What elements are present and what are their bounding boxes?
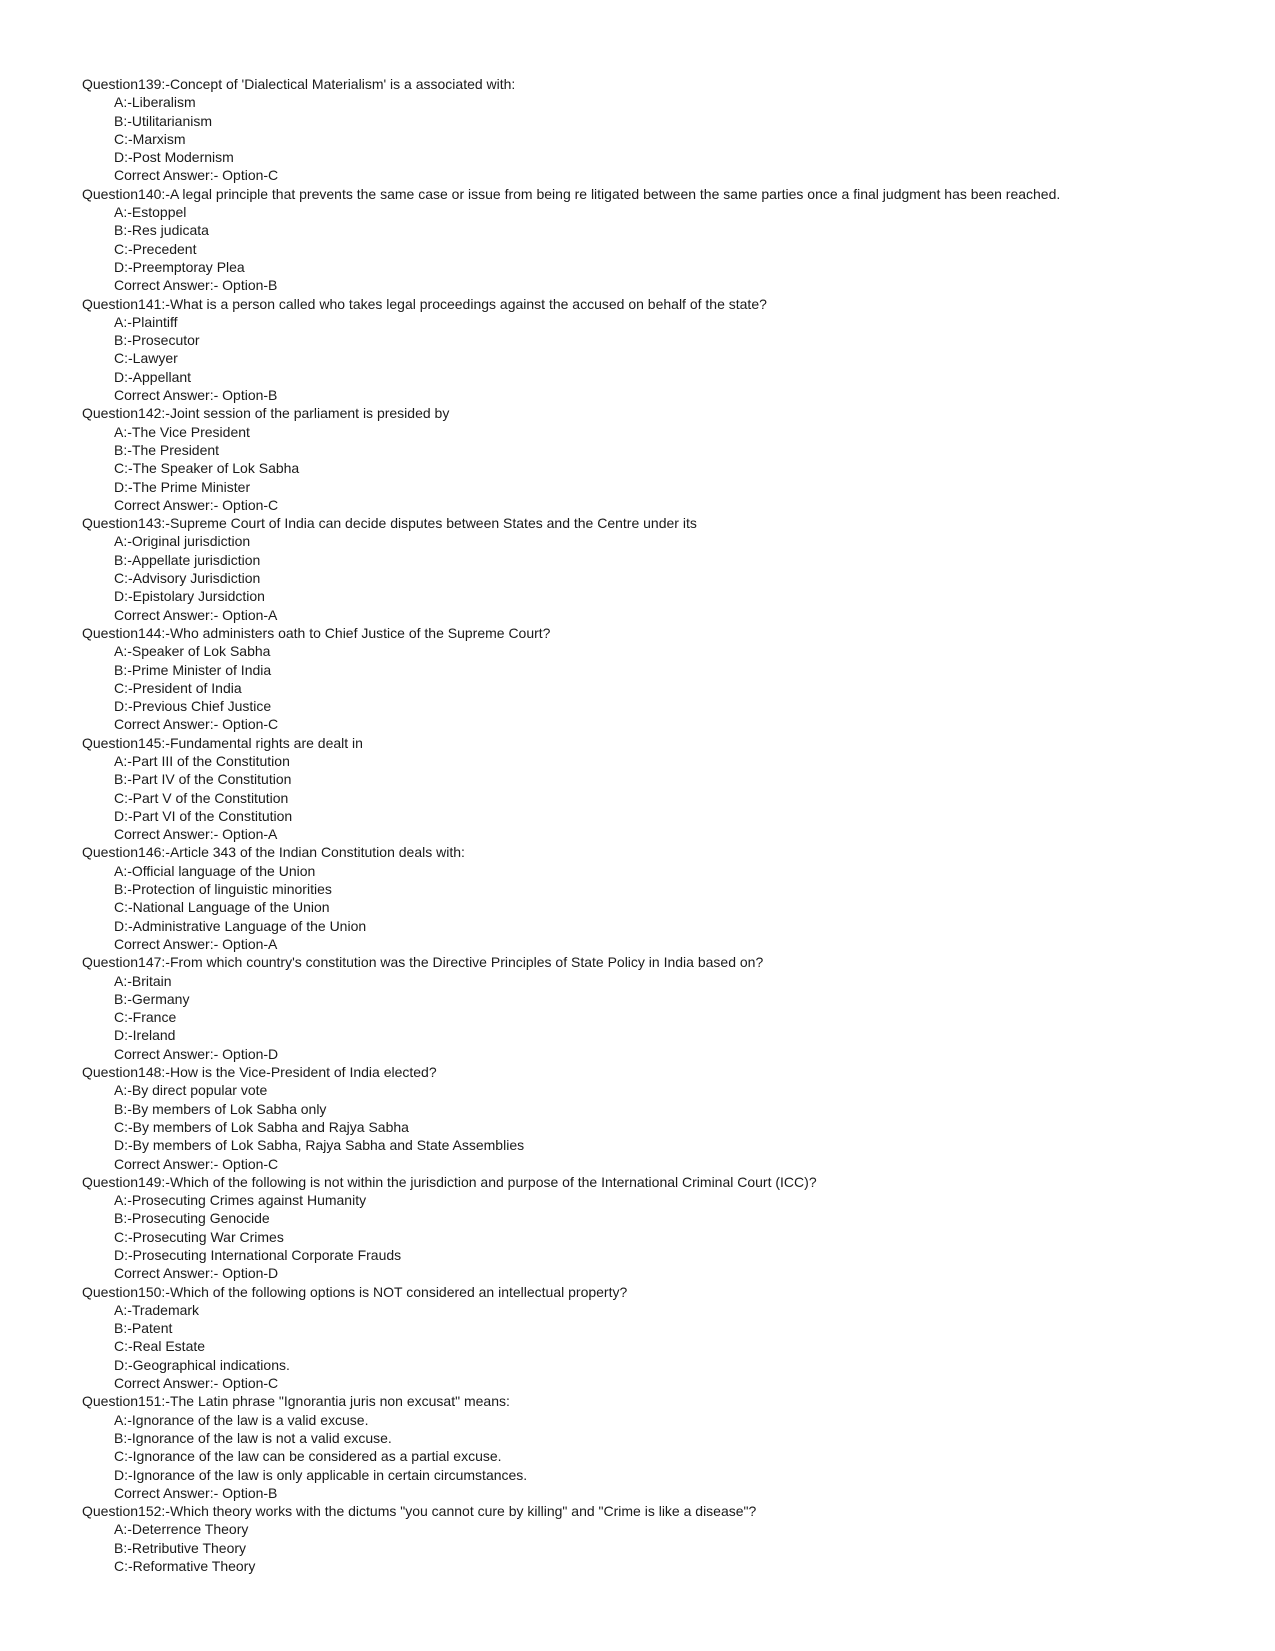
correct-answer: Correct Answer:- Option-C [114, 1155, 279, 1172]
correct-answer: Correct Answer:- Option-B [114, 387, 278, 404]
answer-option: A:-The Vice President [114, 423, 250, 440]
question-number: Question145:- [82, 734, 170, 751]
question-text: A legal principle that prevents the same case or issue from being re litigated between the same parties once a final judgment has been reached. [169, 185, 1061, 202]
answer-option: C:-Part V of the Constitution [114, 789, 289, 806]
question-number: Question139:- [82, 76, 170, 92]
question-line [82, 734, 1262, 752]
answer-option: A:-Estoppel [114, 204, 187, 221]
question-block [82, 953, 1262, 1063]
answer-option: A:-Prosecuting Crimes against Humanity [114, 1192, 367, 1209]
answer-option: C:-By members of Lok Sabha and Rajya Sabha [114, 1118, 409, 1135]
question-number: Question140:- [82, 185, 170, 202]
answer-option: D:-Part VI of the Constitution [114, 807, 293, 824]
question-block [82, 624, 1262, 734]
question-number: Question149:- [82, 1173, 170, 1190]
question-block [82, 404, 1262, 514]
question-number: Question150:- [82, 1283, 170, 1300]
answer-option: A:-Plaintiff [114, 313, 178, 330]
question-text: Which of the following is not within the jurisdiction and purpose of the International Criminal Court (ICC)? [169, 1173, 817, 1190]
answer-option: A:-Trademark [114, 1301, 200, 1318]
question-line [82, 1502, 1262, 1520]
document-page [82, 75, 1262, 1575]
answer-option: B:-Patent [114, 1320, 173, 1337]
question-text: Who administers oath to Chief Justice of the Supreme Court? [169, 624, 551, 641]
answer-option: D:-The Prime Minister [114, 478, 251, 495]
answer-option: B:-Germany [114, 990, 190, 1007]
correct-answer: Correct Answer:- Option-D [114, 1045, 279, 1062]
answer-option: D:-Preemptoray Plea [114, 258, 245, 275]
question-number: Question146:- [82, 844, 170, 861]
answer-option: C:-Ignorance of the law can be considered as a partial excuse. [114, 1448, 502, 1465]
answer-option: A:-Ignorance of the law is a valid excuse. [114, 1411, 369, 1428]
answer-option: A:-Original jurisdiction [114, 533, 251, 550]
answer-option: A:-Britain [114, 972, 172, 989]
answer-option: C:-National Language of the Union [114, 899, 330, 916]
question-number: Question151:- [82, 1393, 170, 1410]
correct-answer: Correct Answer:- Option-C [114, 716, 279, 733]
question-line [82, 295, 1262, 313]
question-line [82, 185, 1262, 203]
question-block [82, 514, 1262, 624]
question-line [82, 404, 1262, 422]
question-text: Article 343 of the Indian Constitution deals with: [169, 844, 465, 861]
answer-option: B:-Prosecuting Genocide [114, 1210, 270, 1227]
answer-option: B:-Ignorance of the law is not a valid excuse. [114, 1429, 392, 1446]
answer-option: B:-Prosecutor [114, 332, 200, 349]
answer-option: A:-Liberalism [114, 94, 196, 111]
answer-option: A:-By direct popular vote [114, 1082, 268, 1099]
question-line [82, 1063, 1262, 1081]
question-line [82, 1283, 1262, 1301]
answer-option: B:-Part IV of the Constitution [114, 771, 292, 788]
correct-answer: Correct Answer:- Option-A [114, 826, 278, 843]
answer-option: B:-Appellate jurisdiction [114, 551, 261, 568]
answer-option: D:-Previous Chief Justice [114, 698, 272, 715]
question-line [82, 75, 1262, 93]
answer-option: C:-President of India [114, 679, 242, 696]
answer-option: D:-Ignorance of the law is only applicable in certain circumstances. [114, 1466, 528, 1483]
question-text: Which theory works with the dictums "you cannot cure by killing" and "Crime is like a disease"? [169, 1503, 757, 1520]
answer-option: D:-Geographical indications. [114, 1356, 290, 1373]
correct-answer: Correct Answer:- Option-A [114, 935, 278, 952]
question-line [82, 953, 1262, 971]
question-block [82, 734, 1262, 844]
question-text: Joint session of the parliament is presided by [169, 405, 450, 422]
question-number: Question152:- [82, 1503, 170, 1520]
question-text: What is a person called who takes legal proceedings against the accused on behalf of the state? [169, 295, 767, 312]
question-line [82, 1173, 1262, 1191]
correct-answer: Correct Answer:- Option-B [114, 277, 278, 294]
answer-option: D:-Post Modernism [114, 149, 234, 166]
question-text: Fundamental rights are dealt in [169, 734, 363, 751]
question-block [82, 1502, 1262, 1575]
question-line [82, 514, 1262, 532]
answer-option: B:-Prime Minister of India [114, 661, 272, 678]
correct-answer: Correct Answer:- Option-C [114, 496, 279, 513]
correct-answer: Correct Answer:- Option-C [114, 167, 279, 184]
answer-option: B:-Res judicata [114, 222, 209, 239]
question-number: Question148:- [82, 1064, 170, 1081]
answer-option: B:-Retributive Theory [114, 1539, 247, 1556]
question-number: Question144:- [82, 624, 170, 641]
correct-answer: Correct Answer:- Option-B [114, 1484, 278, 1501]
answer-option: C:-Marxism [114, 130, 186, 147]
correct-answer: Correct Answer:- Option-C [114, 1375, 279, 1392]
question-text: Which of the following options is NOT considered an intellectual property? [169, 1283, 628, 1300]
answer-option: D:-Administrative Language of the Union [114, 917, 367, 934]
question-block [82, 1063, 1262, 1173]
answer-option: C:-Precedent [114, 240, 197, 257]
question-number: Question143:- [82, 515, 170, 532]
correct-answer: Correct Answer:- Option-D [114, 1265, 279, 1282]
answer-option: D:-Ireland [114, 1027, 176, 1044]
correct-answer: Correct Answer:- Option-A [114, 606, 278, 623]
answer-option: A:-Part III of the Constitution [114, 752, 290, 769]
question-block [82, 1173, 1262, 1283]
answer-option: C:-France [114, 1009, 177, 1026]
answer-option: A:-Speaker of Lok Sabha [114, 643, 271, 660]
answer-option: B:-Protection of linguistic minorities [114, 881, 332, 898]
answer-option: C:-Advisory Jurisdiction [114, 570, 261, 587]
question-block [82, 295, 1262, 405]
question-text: Supreme Court of India can decide disputes between States and the Centre under its [169, 515, 697, 532]
question-line [82, 843, 1262, 861]
question-text: The Latin phrase "Ignorantia juris non excusat" means: [169, 1393, 510, 1410]
answer-option: B:-The President [114, 441, 220, 458]
question-number: Question142:- [82, 405, 170, 422]
question-block [82, 1283, 1262, 1393]
answer-option: D:-Epistolary Jursidction [114, 588, 265, 605]
question-text: Concept of 'Dialectical Materialism' is a associated with: [169, 76, 516, 92]
question-number: Question147:- [82, 954, 170, 971]
question-block [82, 185, 1262, 295]
answer-option: B:-Utilitarianism [114, 112, 213, 129]
question-line [82, 1392, 1262, 1410]
question-block [82, 843, 1262, 953]
answer-option: C:-Prosecuting War Crimes [114, 1228, 284, 1245]
question-text: How is the Vice-President of India elected? [169, 1064, 437, 1081]
answer-option: A:-Official language of the Union [114, 862, 316, 879]
question-block [82, 75, 1262, 185]
answer-option: D:-Prosecuting International Corporate Frauds [114, 1247, 402, 1263]
answer-option: C:-Lawyer [114, 350, 178, 367]
question-number: Question141:- [82, 295, 170, 312]
answer-option: C:-Real Estate [114, 1338, 206, 1355]
question-line [82, 624, 1262, 642]
answer-option: B:-By members of Lok Sabha only [114, 1100, 327, 1117]
answer-option: D:-By members of Lok Sabha, Rajya Sabha and State Assemblies [114, 1137, 525, 1154]
answer-option: A:-Deterrence Theory [114, 1521, 249, 1538]
answer-option: C:-Reformative Theory [114, 1558, 256, 1575]
answer-option: D:-Appellant [114, 368, 192, 385]
answer-option: C:-The Speaker of Lok Sabha [114, 460, 300, 477]
question-text: From which country's constitution was the Directive Principles of State Policy in India based on? [169, 954, 764, 971]
question-block [82, 1392, 1262, 1502]
